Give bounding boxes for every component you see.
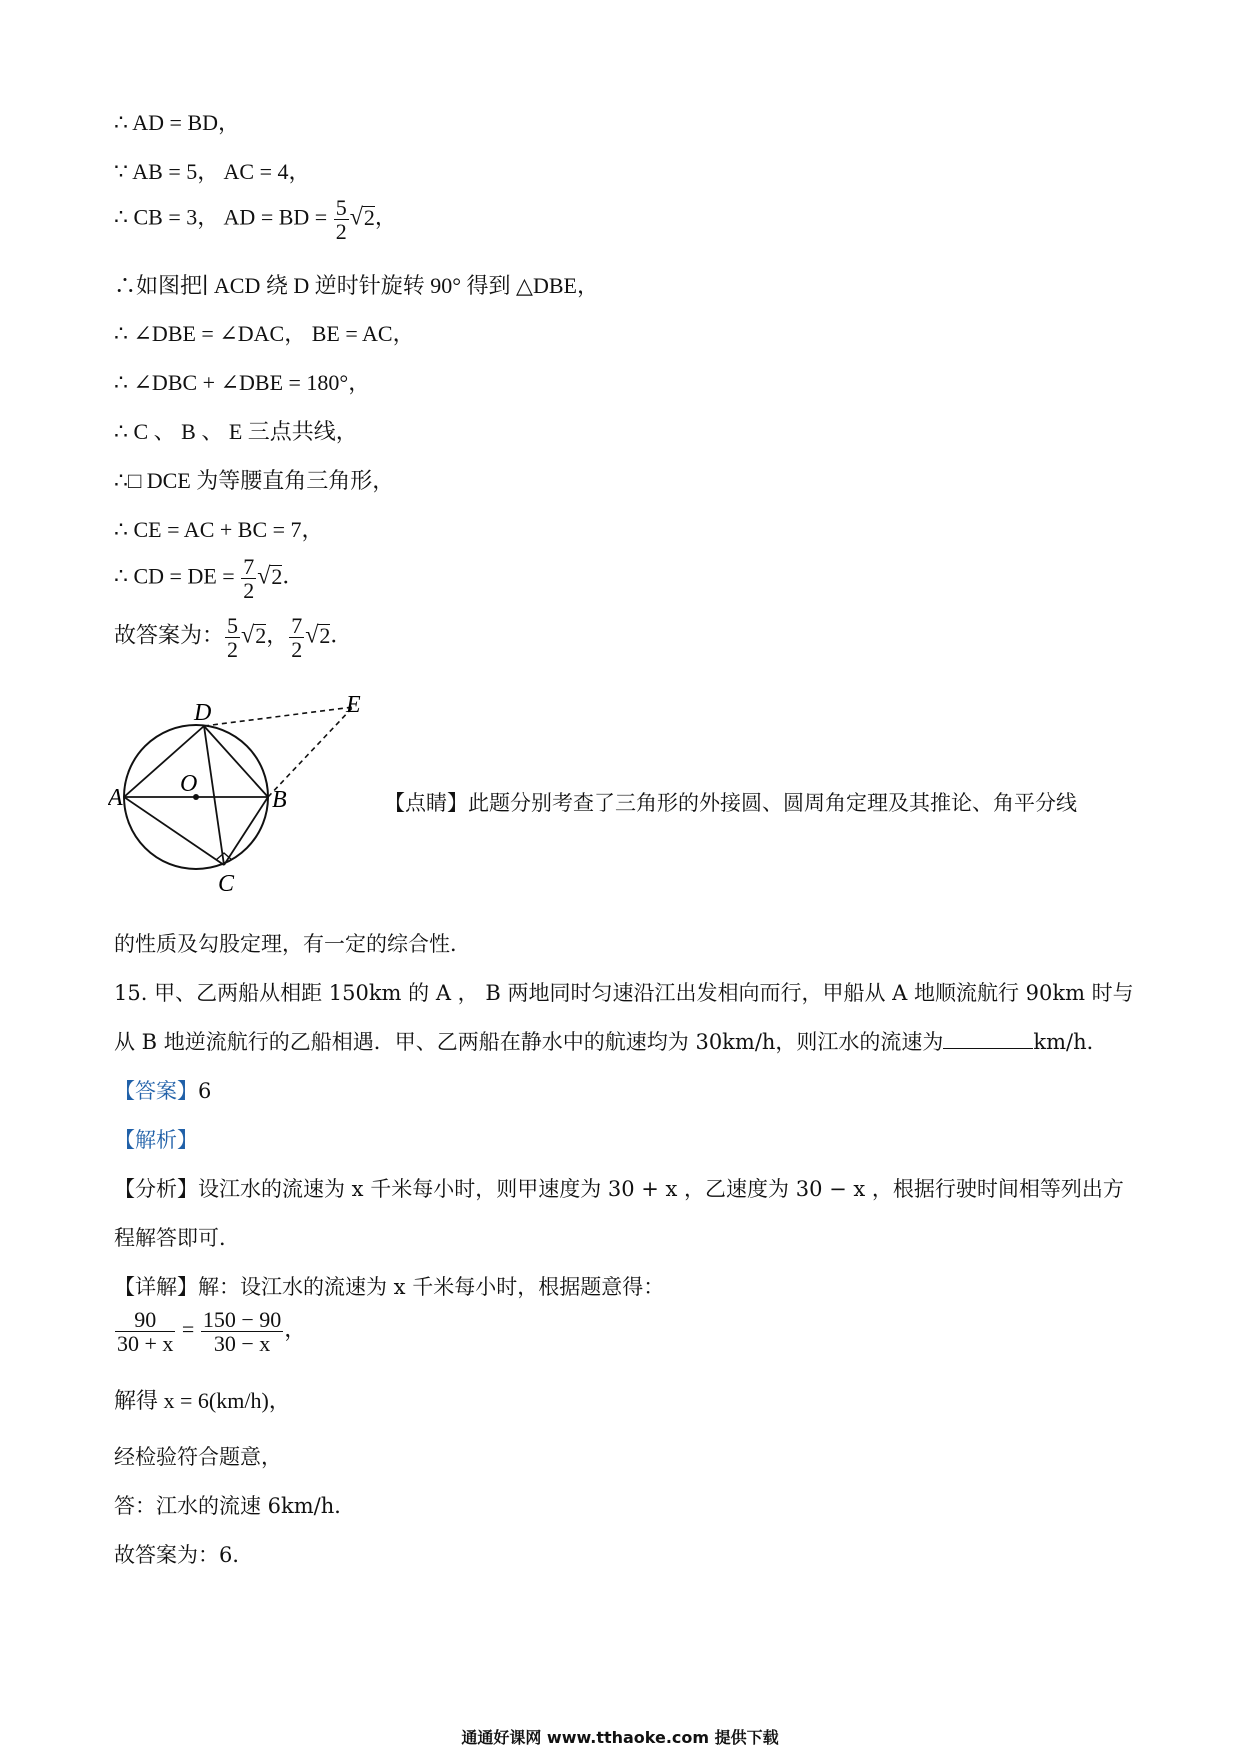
radicand: 2 [319,622,331,648]
fenxi-text: 设江水的流速为 x 千米每小时，则甲速度为 30 + x ，乙速度为 30 − x ，根据行驶时间相等列出方 [198,1177,1124,1201]
radicand: 2 [255,622,267,648]
separator: ， [266,622,289,648]
equals-sign: = [176,1316,200,1342]
fraction-denominator: 2 [335,219,347,245]
proof-line-3-prefix: ∴ CB = 3， AD = BD = [114,204,333,230]
fraction-denominator: 30 − x [213,1331,271,1357]
segment-de-dashed [204,707,353,726]
xiangjie-line [114,1271,664,1301]
punctuation: ， [284,1316,307,1342]
label-a: A [108,785,123,811]
sqrt-icon: √ [241,622,255,649]
fraction [334,196,349,243]
dianjing-tag: 【点睛】 [384,791,468,815]
sqrt-icon: √ [257,563,271,590]
radicand: 2 [271,563,283,589]
jiexi-row [114,1124,198,1154]
dianjing-line-1 [384,787,1077,817]
proof-line-7: ∴ C 、 B 、 E 三点共线， [114,419,358,444]
proof-line-10-prefix: ∴ CD = DE = [114,563,241,589]
fraction-denominator: 30 + x [117,1331,174,1357]
answer-tag: 【答案】 [114,1079,198,1103]
fraction-denominator: 2 [291,637,303,663]
proof-line-3 [114,196,397,243]
label-b: B [272,787,287,813]
geometry-figure [108,695,388,899]
xiangjie-tag: 【详解】 [114,1275,198,1299]
label-d: D [194,700,212,726]
proof-line-9: ∴ CE = AC + BC = 7， [114,517,324,542]
fenxi-line-1 [114,1173,1124,1203]
footer-watermark: 通通好课网 www.tthaoke.com 提供下载 [461,1728,779,1747]
fraction-numerator: 7 [243,554,255,579]
segment-be-dashed [268,707,353,797]
problem-15-text: 从 B 地逆流航行的乙船相遇．甲、乙两船在静水中的航速均为 30km/h，则江水的流速为 [114,1030,944,1054]
fraction-denominator: 2 [227,637,239,663]
proof-line-2: ∵ AB = 5， AC = 4， [114,159,311,184]
label-o: O [180,771,198,797]
fraction-numerator: 7 [291,613,303,638]
proof-line-5: ∴ ∠DBE = ∠DAC， BE = AC， [114,321,415,346]
solve-line: 解得 x = 6(km/h)， [114,1388,291,1413]
punctuation: ， [374,204,397,230]
problem-15-line-2 [114,1026,1108,1056]
unit-text: km/h． [1033,1030,1108,1054]
label-c: C [218,871,235,895]
check-line: 经检验符合题意， [114,1445,282,1469]
segment-dc [204,726,224,865]
answer-value: 6 [198,1079,212,1103]
circle-diagram [108,695,388,895]
punctuation: ． [330,622,353,648]
proof-line-4: ∴如图把∣ ACD 绕 D 逆时针旋转 90° 得到 △DBE， [114,273,599,298]
proof-line-8: ∴□ DCE 为等腰直角三角形， [114,468,395,493]
fraction-denominator: 2 [243,578,255,604]
dianjing-line-2: 的性质及勾股定理，有一定的综合性． [114,932,471,956]
fenxi-line-2: 程解答即可． [114,1226,240,1250]
answer-prefix: 故答案为： [114,622,225,648]
radicand: 2 [363,204,375,230]
proof-line-6: ∴ ∠DBC + ∠DBE = 180°， [114,370,371,395]
answer-line [114,614,352,661]
fraction-numerator: 5 [335,195,347,220]
fraction [225,614,240,661]
fraction-numerator: 5 [227,613,239,638]
fraction [289,614,304,661]
answer-row [114,1075,211,1105]
equation-line [114,1308,306,1355]
proof-line-10 [114,555,304,602]
final-answer-line: 故答案为：6． [114,1543,254,1567]
fenxi-tag: 【分析】 [114,1177,198,1201]
jiexi-tag: 【解析】 [114,1128,198,1152]
fraction [201,1308,283,1355]
sqrt-icon: √ [305,622,319,649]
proof-line-1: ∴ AD = BD， [114,110,241,135]
problem-15-line-1: 15. 甲、乙两船从相距 150km 的 A ， B 两地同时匀速沿江出发相向而行，甲船从 A 地顺流航行 90km 时与 [114,981,1134,1005]
fraction [241,555,256,602]
fraction [115,1308,175,1355]
fraction-numerator: 90 [115,1308,175,1332]
punctuation: ． [282,563,305,589]
dianjing-text: 此题分别考查了三角形的外接圆、圆周角定理及其推论、角平分线 [468,791,1077,815]
sqrt-icon: √ [349,204,363,231]
answer-blank [943,1030,1033,1049]
xiangjie-text: 解：设江水的流速为 x 千米每小时，根据题意得： [198,1275,665,1299]
segment-cb [224,797,268,865]
fraction-numerator: 150 − 90 [202,1307,282,1332]
reply-line: 答：江水的流速 6km/h． [114,1494,356,1518]
label-e: E [346,695,361,718]
segment-ac [124,797,224,865]
